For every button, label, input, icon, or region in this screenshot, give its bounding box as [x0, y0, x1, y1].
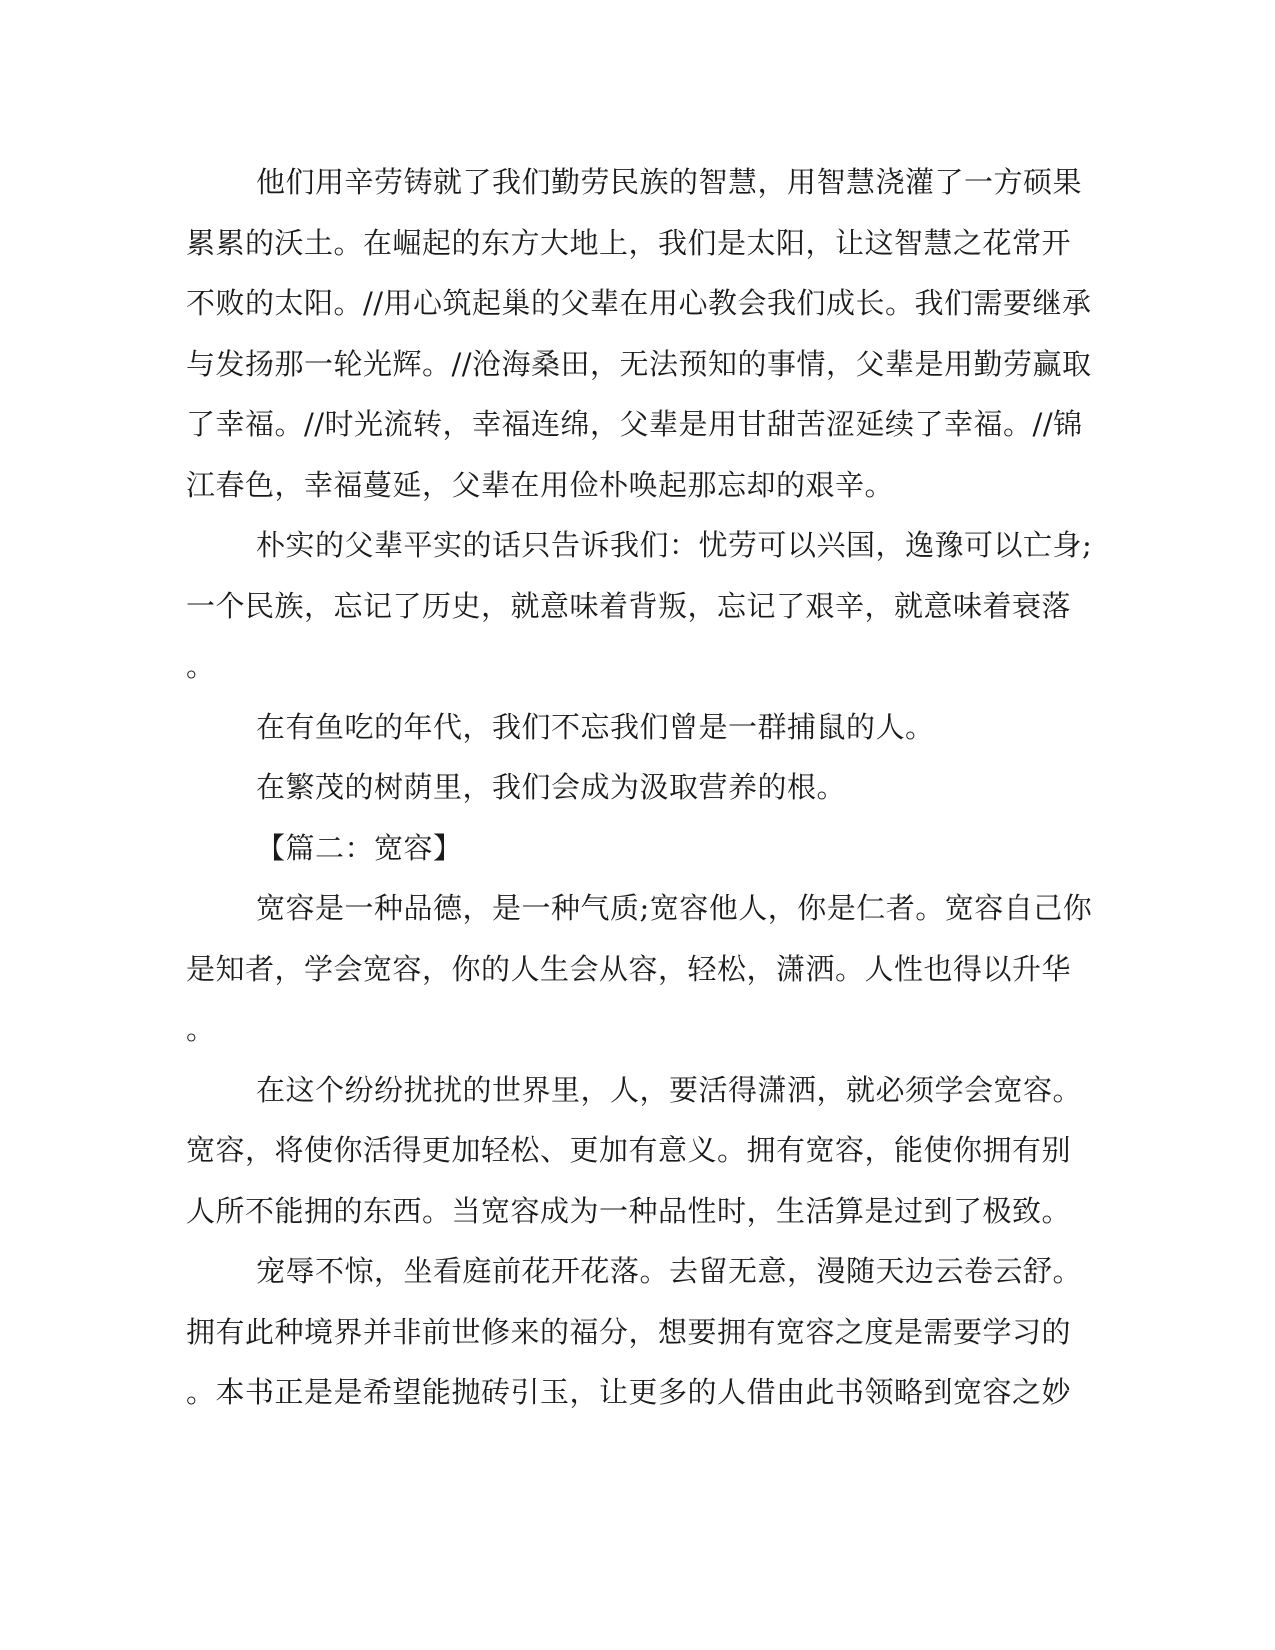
paragraph-line: 拥有此种境界并非前世修来的福分，想要拥有宽容之度是需要学习的 — [186, 1314, 1072, 1349]
paragraph-line: 在繁茂的树荫里，我们会成为汲取营养的根。 — [256, 770, 847, 804]
paragraph-line: 与发扬那一轮光辉。//沧海桑田，无法预知的事情，父辈是用勤劳赢取 — [186, 346, 1092, 381]
paragraph-line: 。 — [186, 649, 216, 683]
body-text — [186, 162, 1093, 1433]
paragraph-line: 不败的太阳。//用心筑起巢的父辈在用心教会我们成长。我们需要继承 — [186, 286, 1092, 320]
paragraph-line: 朴实的父辈平实的话只告诉我们：忧劳可以兴国，逸豫可以亡身; — [256, 528, 1093, 562]
paragraph-line: 累累的沃土。在崛起的东方大地上，我们是太阳，让这智慧之花常开 — [186, 225, 1072, 260]
paragraph-line: 是知者，学会宽容，你的人生会从容，轻松，潇洒。人性也得以升华 — [186, 951, 1072, 986]
section-heading: 【篇二：宽容】 — [256, 830, 463, 865]
paragraph-line: 在这个纷纷扰扰的世界里，人，要活得潇洒，就必须学会宽容。 — [256, 1072, 1083, 1107]
paragraph-line: 宽容是一种品德，是一种气质;宽容他人，你是仁者。宽容自己你 — [256, 891, 1093, 925]
paragraph-line: 。本书正是是希望能抛砖引玉，让更多的人借由此书领略到宽容之妙 — [186, 1375, 1072, 1409]
paragraph-line: 他们用辛劳铸就了我们勤劳民族的智慧，用智慧浇灌了一方硕果 — [256, 165, 1083, 199]
paragraph-line: 宠辱不惊，坐看庭前花开花落。去留无意，漫随天边云卷云舒。 — [256, 1254, 1083, 1288]
paragraph-line: 在有鱼吃的年代，我们不忘我们曾是一群捕鼠的人。 — [256, 709, 935, 744]
paragraph-line: 了幸福。//时光流转，幸福连绵，父辈是用甘甜苦涩延续了幸福。//锦 — [186, 407, 1083, 441]
paragraph-line: 一个民族，忘记了历史，就意味着背叛，忘记了艰辛，就意味着衰落 — [186, 588, 1072, 623]
paragraph-line: 人所不能拥的东西。当宽容成为一种品性时，生活算是过到了极致。 — [186, 1193, 1072, 1228]
paragraph-line: 江春色，幸福蔓延，父辈在用俭朴唤起那忘却的艰辛。 — [186, 467, 895, 502]
paragraph-line: 宽容，将使你活得更加轻松、更加有意义。拥有宽容，能使你拥有别 — [186, 1133, 1072, 1167]
paragraph-line: 。 — [186, 1012, 216, 1046]
